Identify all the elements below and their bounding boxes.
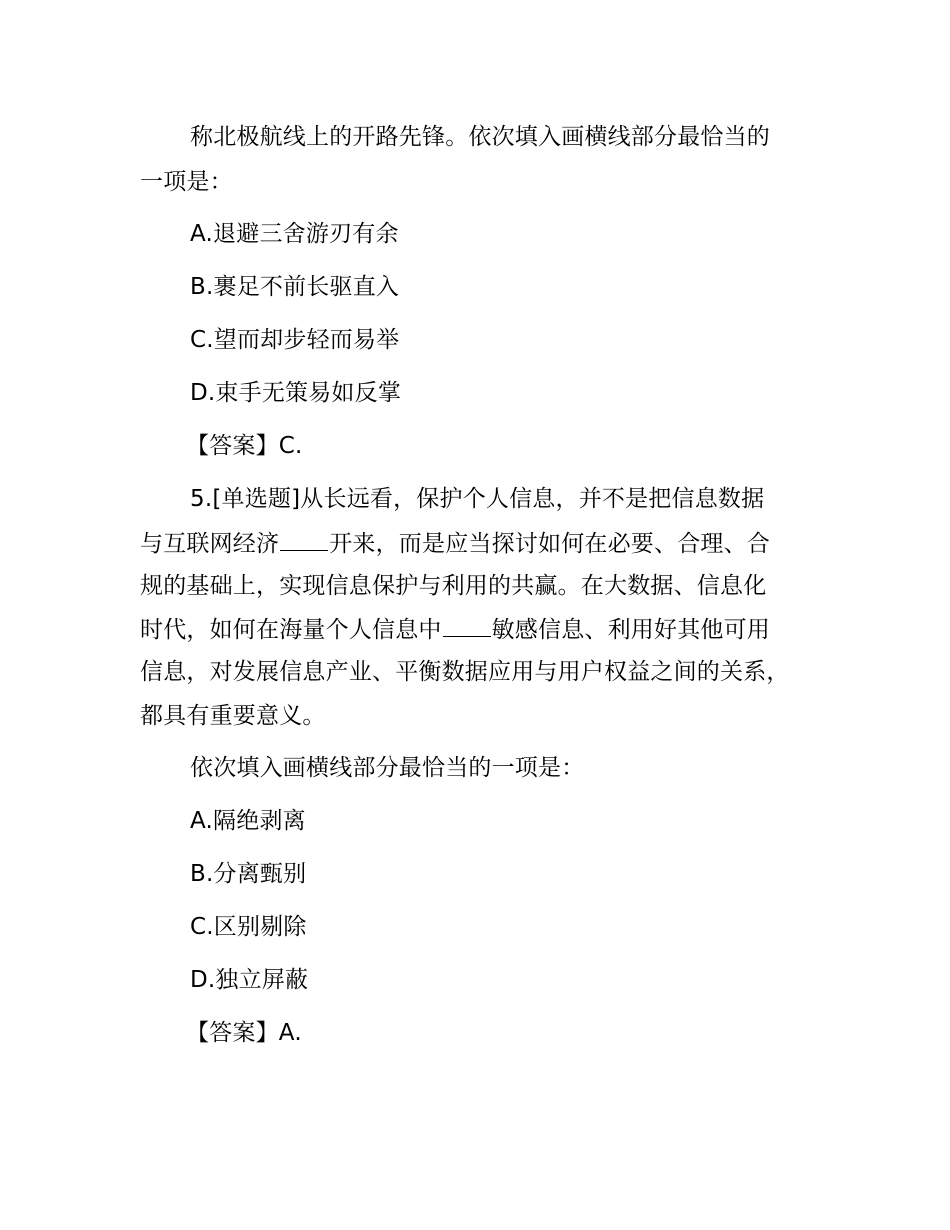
q5-prompt: 依次填入画横线部分最恰当的一项是： — [190, 755, 585, 781]
q5-stem-line-4-part-a: 时代，如何在海量个人信息中 — [140, 617, 442, 643]
q5-stem-line-5: 信息，对发展信息产业、平衡数据应用与用户权益之间的关系， — [140, 659, 790, 685]
q5-stem-line-4 — [140, 614, 770, 645]
q5-option-b: B.分离甄别 — [190, 861, 307, 887]
q5-stem-line-2-part-b: 开来，而是应当探讨如何在必要、合理、合 — [329, 531, 771, 557]
fill-blank-2 — [443, 614, 491, 637]
q4-option-a: A.退避三舍游刃有余 — [190, 221, 399, 247]
q4-option-b: B.裹足不前长驱直入 — [190, 274, 400, 300]
q5-answer: 【答案】A. — [186, 1020, 302, 1046]
q5-stem-line-6: 都具有重要意义。 — [140, 703, 326, 729]
q4-option-c: C.望而却步轻而易举 — [190, 327, 400, 353]
q5-option-c: C.区别剔除 — [190, 914, 307, 940]
q5-option-d: D.独立屏蔽 — [190, 967, 309, 993]
q4-stem-line-2: 一项是： — [140, 169, 233, 195]
q5-stem-line-4-part-b: 敏感信息、利用好其他可用 — [491, 617, 771, 643]
q5-option-a: A.隔绝剥离 — [190, 808, 306, 834]
q4-stem-line-1: 称北极航线上的开路先锋。依次填入画横线部分最恰当的 — [190, 124, 770, 150]
q5-stem-line-2-part-a: 与互联网经济 — [140, 531, 280, 557]
q5-stem-line-2 — [140, 528, 770, 559]
q5-stem-line-1: 5.[单选题]从长远看，保护个人信息，并不是把信息数据 — [190, 486, 765, 512]
q4-option-d: D.束手无策易如反掌 — [190, 380, 402, 406]
q4-answer: 【答案】C. — [186, 433, 303, 459]
fill-blank-1 — [280, 528, 328, 551]
q5-stem-line-3: 规的基础上，实现信息保护与利用的共赢。在大数据、信息化 — [140, 573, 767, 599]
